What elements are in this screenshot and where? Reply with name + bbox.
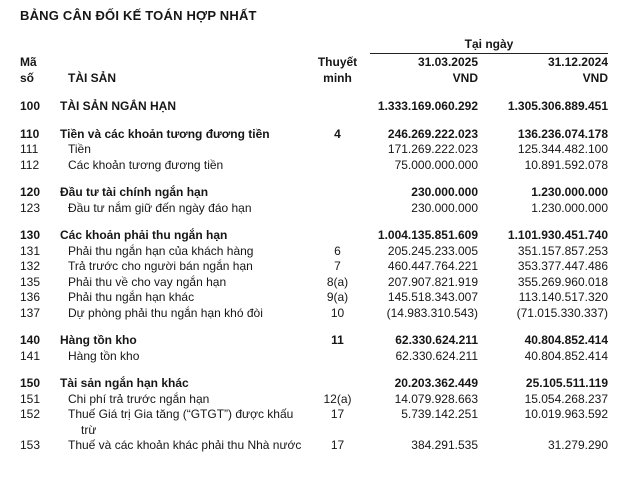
row-code: 137	[20, 305, 41, 320]
section	[0, 185, 625, 216]
page-title: BẢNG CÂN ĐỐI KẾ TOÁN HỢP NHẤT	[20, 8, 257, 23]
row-code: 132	[20, 259, 41, 273]
table-row	[0, 99, 625, 115]
table-row	[0, 376, 625, 392]
table-row	[0, 438, 625, 454]
header-date-1: 31.03.2025	[417, 55, 478, 69]
row-label: TÀI SẢN NGẮN HẠN	[60, 99, 176, 113]
section	[0, 127, 625, 174]
row-code: 153	[20, 438, 41, 452]
table-row	[0, 201, 625, 217]
table-row	[0, 228, 625, 244]
row-label: Phải thu ngắn hạn khác	[68, 290, 195, 304]
header-note-line1: Thuyết	[317, 55, 358, 69]
row-label: Thuế và các khoản khác phải thu Nhà nước	[68, 438, 302, 452]
row-note: 9(a)	[326, 290, 349, 304]
row-code: 112	[20, 157, 40, 172]
row-value-2: 40.804.852.414	[524, 333, 608, 347]
row-value-1: 207.907.821.919	[387, 274, 478, 289]
row-value-1: 14.079.928.663	[394, 391, 478, 406]
row-value-2: 1.230.000.000	[531, 200, 608, 215]
row-value-1: 230.000.000	[411, 200, 478, 215]
row-value-1: 205.245.233.005	[387, 243, 478, 258]
row-value-1: 62.330.624.211	[395, 348, 478, 363]
row-value-1: 460.447.764.221	[387, 259, 478, 273]
table-row	[0, 275, 625, 291]
header-code-line2: số	[20, 70, 35, 85]
group-header-spacer	[0, 37, 370, 54]
row-note: 4	[334, 126, 341, 141]
row-label: Tài sản ngắn hạn khác	[60, 376, 189, 390]
table-body	[0, 99, 625, 454]
row-code: 120	[20, 185, 41, 199]
row-note: 10	[330, 305, 345, 320]
header-code-line1: Mã	[20, 55, 37, 69]
row-code: 130	[20, 228, 41, 242]
table-row	[0, 407, 625, 438]
header-row-2	[0, 71, 625, 87]
header-row-1	[0, 55, 625, 71]
header-currency-1: VND	[452, 70, 478, 85]
header-currency-2: VND	[582, 70, 608, 85]
row-value-2: (71.015.330.337)	[516, 305, 608, 320]
row-value-2: 353.377.447.486	[517, 259, 608, 273]
row-value-1: 1.004.135.851.609	[377, 228, 478, 242]
table-row	[0, 185, 625, 201]
table-row	[0, 142, 625, 158]
table-row	[0, 333, 625, 349]
table-row	[0, 349, 625, 365]
row-value-2: 125.344.482.100	[517, 142, 608, 156]
row-code: 140	[20, 333, 41, 347]
row-code: 131	[20, 243, 41, 258]
row-label: Trả trước cho người bán ngắn hạn	[68, 259, 253, 273]
section	[0, 333, 625, 364]
table-header	[0, 37, 625, 86]
row-value-2: 40.804.852.414	[524, 348, 608, 363]
row-value-1: 145.518.343.007	[387, 290, 478, 304]
row-note: 12(a)	[323, 391, 352, 406]
row-value-2: 1.101.930.451.740	[507, 228, 608, 242]
row-code: 151	[20, 391, 41, 406]
section	[0, 228, 625, 321]
row-value-1: 230.000.000	[411, 185, 478, 199]
table-row	[0, 244, 625, 260]
row-value-1: 1.333.169.060.292	[377, 99, 478, 113]
row-value-2: 10.891.592.078	[524, 157, 608, 172]
row-label: Hàng tồn kho	[68, 348, 140, 363]
row-note: 8(a)	[326, 274, 349, 289]
row-value-1: 5.739.142.251	[401, 407, 478, 421]
section	[0, 376, 625, 454]
table-row	[0, 290, 625, 306]
row-note: 6	[334, 243, 341, 258]
row-value-2: 1.230.000.000	[531, 185, 608, 199]
row-label: Tiền và các khoản tương đương tiền	[60, 126, 270, 141]
row-value-1: 246.269.222.023	[387, 126, 478, 141]
group-header-row	[0, 37, 625, 54]
row-value-2: 25.105.511.119	[525, 376, 608, 390]
header-assets-label: TÀI SẢN	[68, 70, 116, 85]
row-label: Các khoản phải thu ngắn hạn	[60, 228, 228, 242]
row-value-1: (14.983.310.543)	[386, 305, 478, 320]
row-value-2: 355.269.960.018	[517, 274, 608, 289]
row-code: 136	[20, 290, 41, 304]
row-value-2: 351.157.857.253	[517, 243, 608, 258]
row-value-2: 1.305.306.889.451	[507, 99, 608, 113]
table-row	[0, 392, 625, 408]
row-value-2: 31.279.290	[547, 438, 608, 452]
table-row	[0, 259, 625, 275]
row-value-1: 171.269.222.023	[387, 142, 478, 156]
row-label: Phải thu về cho vay ngắn hạn	[68, 274, 227, 289]
group-header-label: Tại ngày	[370, 37, 608, 54]
row-label: Các khoản tương đương tiền	[68, 157, 224, 172]
row-label: Đầu tư nắm giữ đến ngày đáo hạn	[68, 200, 252, 215]
table-row	[0, 127, 625, 143]
row-code: 141	[20, 348, 41, 363]
table-row	[0, 158, 625, 174]
header-note-line2: minh	[323, 70, 352, 85]
row-code: 150	[20, 376, 41, 390]
row-value-2: 136.236.074.178	[517, 126, 608, 141]
row-label: Hàng tồn kho	[60, 333, 137, 347]
row-note: 17	[330, 438, 345, 452]
row-label: Chi phí trả trước ngắn hạn	[68, 391, 210, 406]
row-value-1: 384.291.535	[411, 438, 478, 452]
row-value-1: 62.330.624.211	[395, 333, 478, 347]
row-value-2: 113.140.517.320	[518, 290, 608, 304]
row-value-1: 75.000.000.000	[394, 157, 478, 172]
header-date-2: 31.12.2024	[547, 55, 608, 69]
row-note: 11	[331, 333, 344, 347]
row-code: 111	[20, 142, 39, 156]
row-code: 110	[20, 126, 40, 141]
row-label: Thuế Giá trị Gia tăng (“GTGT”) được khấu trừ	[68, 407, 294, 437]
row-label: Dự phòng phải thu ngắn hạn khó đòi	[68, 305, 263, 320]
row-label: Tiền	[68, 142, 91, 156]
row-code: 152	[20, 407, 41, 421]
row-value-2: 10.019.963.592	[524, 407, 608, 421]
row-note: 7	[334, 259, 341, 273]
table-row	[0, 306, 625, 322]
section	[0, 99, 625, 115]
row-value-2: 15.054.268.237	[524, 391, 608, 406]
row-label: Phải thu ngắn hạn của khách hàng	[68, 243, 254, 258]
row-value-1: 20.203.362.449	[394, 376, 478, 390]
row-code: 135	[20, 274, 41, 289]
row-code: 100	[20, 99, 41, 113]
row-code: 123	[20, 200, 41, 215]
row-label: Đầu tư tài chính ngắn hạn	[60, 185, 209, 199]
row-note: 17	[330, 407, 345, 421]
